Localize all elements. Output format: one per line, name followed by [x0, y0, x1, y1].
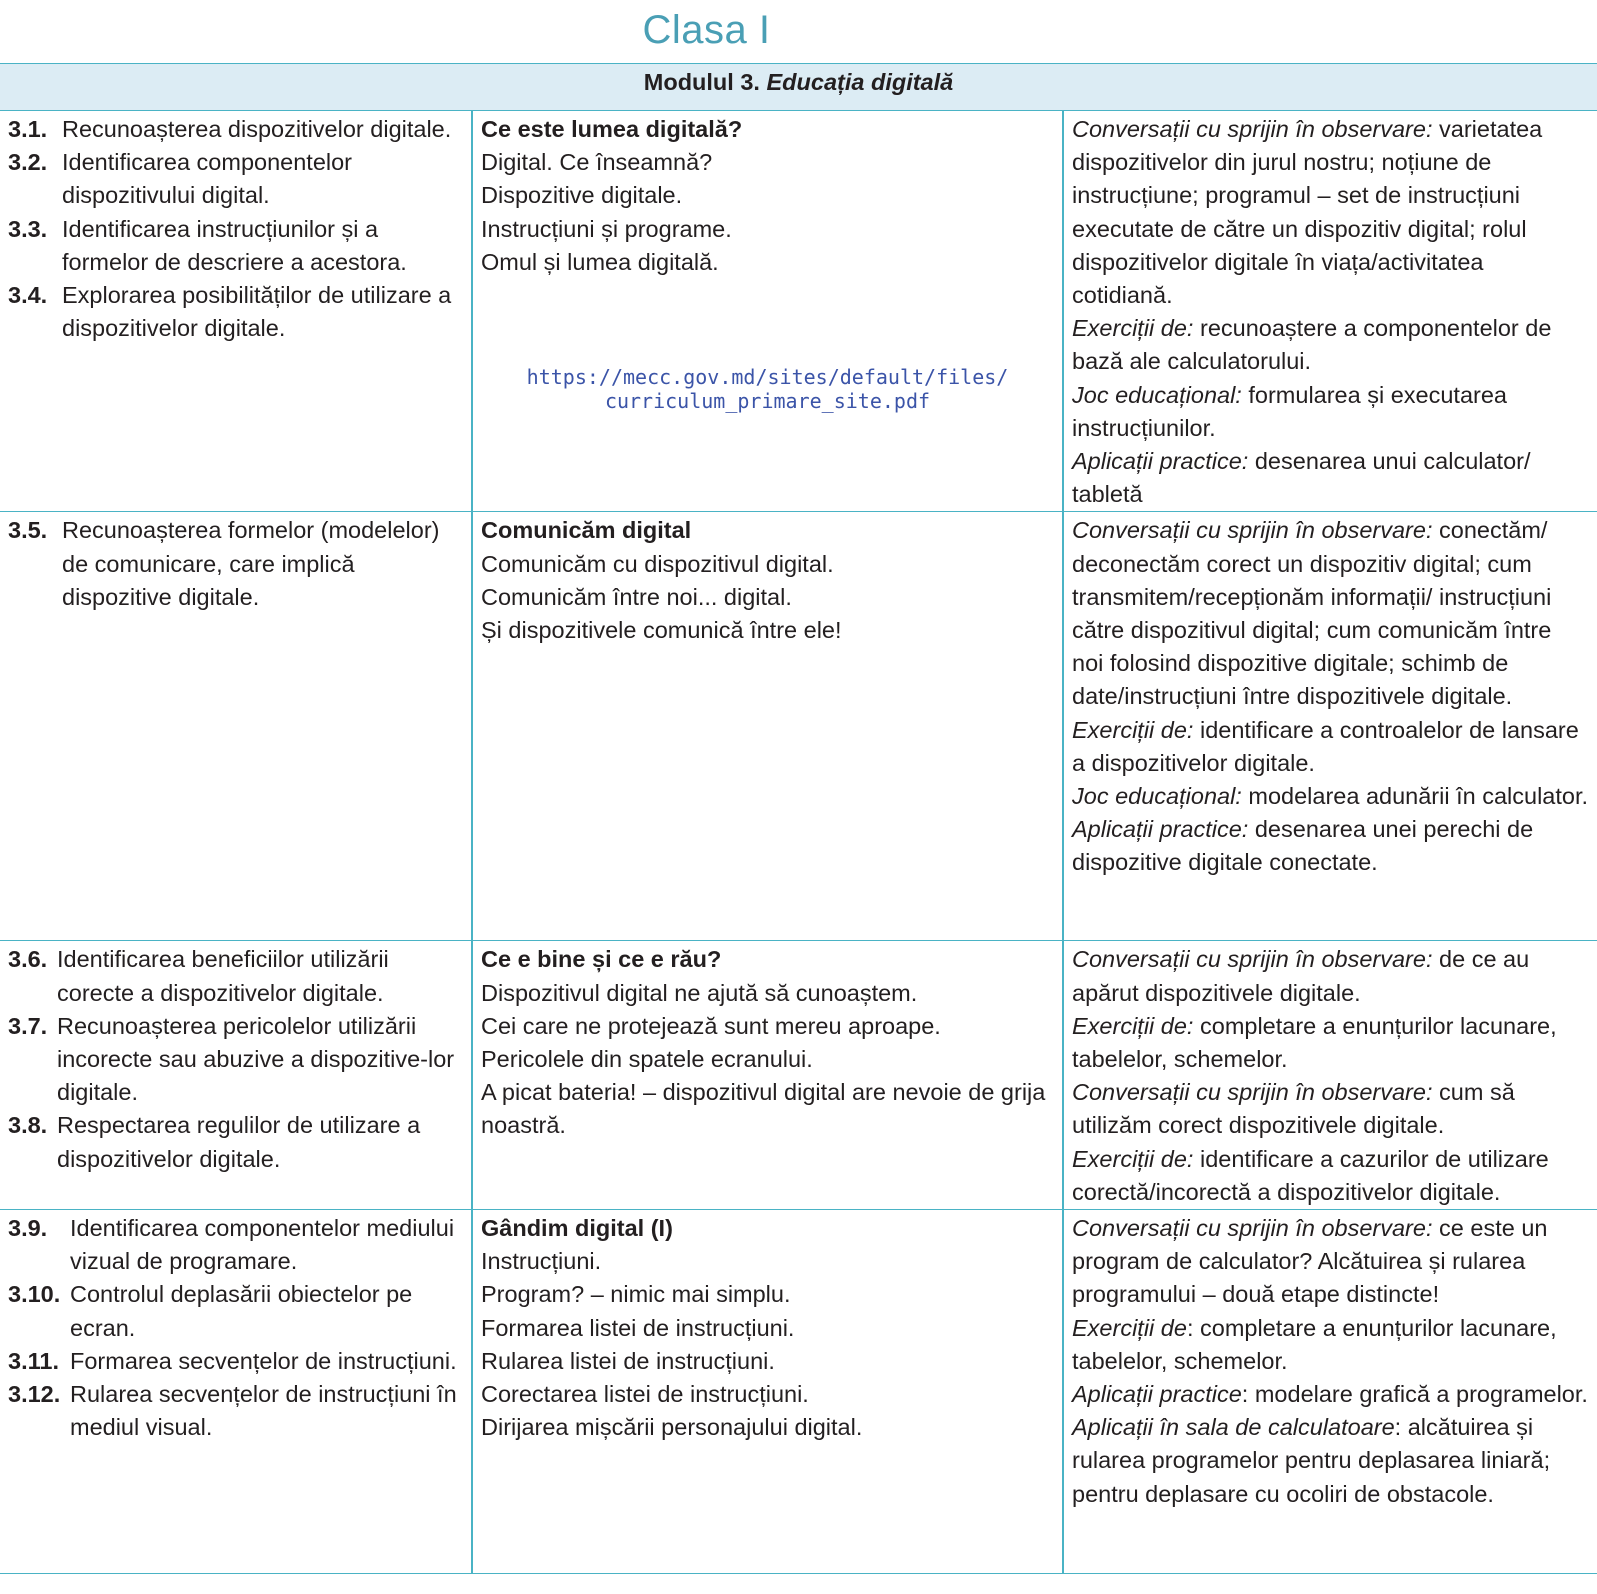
content-line: Și dispozitivele comunică între ele!	[481, 617, 842, 644]
objective-number: 3.7.	[8, 1012, 48, 1039]
activity-text: formularea și executarea instrucțiunilor.	[1072, 381, 1507, 441]
source-url-line: https://mecc.gov.md/sites/default/files/	[526, 365, 1009, 390]
activity-item	[1072, 1312, 1589, 1378]
content-line: Rularea listei de instrucțiuni.	[481, 1347, 775, 1374]
objective-item	[8, 1212, 463, 1278]
activity-text: de ce au apărut dispozitivele digitale.	[1072, 946, 1530, 1006]
objective-item	[8, 1278, 463, 1344]
content-line: Pericolele din spatele ecranului.	[481, 1046, 813, 1073]
content-cell	[472, 512, 1063, 941]
table-row	[0, 941, 1597, 1210]
activity-label: Conversații cu sprijin în observare:	[1072, 1215, 1433, 1242]
activities-cell	[1063, 941, 1597, 1210]
activity-item	[1072, 113, 1589, 312]
activity-label: Exerciții de:	[1072, 1012, 1194, 1039]
activity-item	[1072, 1010, 1589, 1076]
activity-label: Exerciții de:	[1072, 315, 1194, 342]
activity-label: Joc educațional:	[1072, 783, 1242, 810]
objective-number: 3.10.	[8, 1281, 61, 1308]
activity-item	[1072, 379, 1589, 445]
activity-text: : alcătuirea și rularea programelor pentru deplasarea liniară; pentru deplasare cu ocoliri de obstacole.	[1072, 1414, 1551, 1507]
objective-item	[8, 514, 463, 614]
activity-text: identificare a cazurilor de utilizare corectă/incorectă a dispozitivelor digitale.	[1072, 1145, 1549, 1205]
objective-item	[8, 213, 463, 279]
content-title: Comunicăm digital	[481, 517, 692, 544]
activity-label: Exerciții de	[1072, 1314, 1187, 1341]
activity-item	[1072, 445, 1589, 511]
activity-text: ce este un program de calculator? Alcătuirea și rularea programului – două etape distincte!	[1072, 1215, 1548, 1308]
objective-item	[8, 943, 463, 1009]
content-line: Cei care ne protejează sunt mereu aproape.	[481, 1012, 941, 1039]
content-line: Dirijarea mișcării personajului digital.	[481, 1414, 863, 1441]
activity-text: identificare a controalelor de lansare a dispozitivelor digitale.	[1072, 716, 1579, 776]
module-header	[0, 64, 1597, 111]
activity-text: : completare a enunțurilor lacunare, tabelelor, schemelor.	[1072, 1314, 1557, 1374]
activity-item	[1072, 1143, 1589, 1209]
activity-label: Exerciții de:	[1072, 716, 1194, 743]
activity-item	[1072, 1378, 1589, 1411]
objective-item	[8, 1010, 463, 1110]
activity-label: Exerciții de:	[1072, 1145, 1194, 1172]
objective-number: 3.11.	[8, 1347, 59, 1374]
activity-item	[1072, 714, 1589, 780]
activity-text: recunoaștere a componentelor de bază ale calculatorului.	[1072, 315, 1552, 375]
content-line: Dispozitive digitale.	[481, 182, 683, 209]
objective-number: 3.2.	[8, 149, 48, 176]
objective-item	[8, 279, 463, 345]
activity-label: Conversații cu sprijin în observare:	[1072, 1079, 1433, 1106]
table-row	[0, 512, 1597, 941]
activities-cell	[1063, 111, 1597, 512]
activity-label: Aplicații practice	[1072, 1381, 1242, 1408]
table-row	[0, 1210, 1597, 1574]
objective-text: Rularea secvențelor de instrucțiuni în mediul visual.	[70, 1381, 457, 1441]
table-row	[0, 111, 1597, 512]
objective-item	[8, 113, 463, 146]
activity-text: varietatea dispozitivelor din jurul nostru; noțiune de instrucțiune; programul – set de instrucțiuni executate de către un dispozitiv digital; rolul dispozitivelor digitale în viața/activitatea cotidiană.	[1072, 116, 1543, 309]
objective-text: Controlul deplasării obiectelor pe ecran.	[70, 1281, 413, 1341]
activity-text: conectăm/ deconectăm corect un dispozitiv digital; cum transmitem/recepționăm informații/ instrucțiuni către dispozitivul digital; cum comunicăm între noi folosind dispozitive digitale; schimb de date/instrucțiuni între dispozitivele digitale.	[1072, 517, 1552, 710]
objectives-cell	[0, 512, 472, 941]
activity-item	[1072, 514, 1589, 713]
objective-number: 3.4.	[8, 282, 48, 309]
activity-item	[1072, 1212, 1589, 1312]
activity-text: desenarea unui calculator/ tabletă	[1072, 448, 1531, 508]
source-url	[481, 365, 1054, 413]
activity-text: completare a enunțurilor lacunare, tabelelor, schemelor.	[1072, 1012, 1557, 1073]
activity-label: Conversații cu sprijin în observare:	[1072, 946, 1433, 973]
content-title: Ce e bine și ce e rău?	[481, 946, 722, 973]
content-line: Formarea listei de instrucțiuni.	[481, 1314, 795, 1341]
objective-text: Formarea secvențelor de instrucțiuni.	[70, 1347, 457, 1374]
activity-text: modelarea adunării în calculator.	[1241, 783, 1589, 810]
content-line: Instrucțiuni și programe.	[481, 215, 732, 242]
objective-item	[8, 1109, 463, 1175]
source-url-line: curriculum_primare_site.pdf	[604, 389, 931, 414]
content-line: A picat bateria! – dispozitivul digital are nevoie de grija noastră.	[481, 1079, 1046, 1139]
activity-label: Joc educațional:	[1072, 381, 1242, 408]
activities-cell	[1063, 1210, 1597, 1574]
objective-number: 3.1.	[8, 116, 48, 142]
activity-text: : modelare grafică a programelor.	[1241, 1381, 1588, 1408]
activity-label: Aplicații în sala de calculatoare	[1072, 1414, 1395, 1441]
curriculum-table	[0, 63, 1597, 1574]
content-line: Dispozitivul digital ne ajută să cunoaștem.	[481, 979, 918, 1006]
objective-item	[8, 1378, 463, 1444]
objective-text: Recunoașterea dispozitivelor digitale.	[62, 116, 452, 142]
content-line: Program? – nimic mai simplu.	[481, 1281, 791, 1308]
objective-text: Recunoașterea formelor (modelelor) de comunicare, care implică dispozitive digitale.	[62, 517, 440, 610]
objective-text: Explorarea posibilităților de utilizare a dispozitivelor digitale.	[62, 282, 452, 342]
module-name: Educația digitală	[766, 69, 954, 95]
content-line: Comunicăm între noi... digital.	[481, 583, 792, 610]
activity-item	[1072, 1076, 1589, 1142]
objective-text: Identificarea instrucțiunilor și a formelor de descriere a acestora.	[62, 215, 407, 275]
module-label: Modulul 3.	[643, 69, 760, 95]
module-header-row	[0, 64, 1597, 111]
page-title: Clasa I	[642, 8, 771, 52]
objective-item	[8, 1345, 463, 1378]
content-title: Gândim digital (I)	[481, 1215, 673, 1242]
objective-item	[8, 146, 463, 212]
activity-text: cum să utilizăm corect dispozitivele digitale.	[1072, 1079, 1515, 1139]
activity-item	[1072, 1411, 1589, 1511]
objective-number: 3.9.	[8, 1215, 48, 1242]
content-title: Ce este lumea digitală?	[481, 116, 743, 142]
objective-number: 3.8.	[8, 1112, 48, 1139]
objective-number: 3.5.	[8, 517, 48, 544]
content-line: Comunicăm cu dispozitivul digital.	[481, 550, 834, 577]
activity-label: Conversații cu sprijin în observare:	[1072, 116, 1433, 142]
activity-label: Aplicații practice:	[1072, 448, 1249, 475]
content-cell	[472, 1210, 1063, 1574]
objective-number: 3.6.	[8, 946, 48, 973]
objective-text: Identificarea componentelor mediului vizual de programare.	[70, 1215, 455, 1275]
objective-text: Identificarea beneficiilor utilizării corecte a dispozitivelor digitale.	[57, 946, 389, 1006]
activity-item	[1072, 780, 1589, 813]
objective-number: 3.12.	[8, 1381, 61, 1408]
content-line: Omul și lumea digitală.	[481, 248, 719, 275]
objectives-cell	[0, 941, 472, 1210]
activity-label: Aplicații practice:	[1072, 816, 1249, 843]
activity-label: Conversații cu sprijin în observare:	[1072, 517, 1433, 544]
objective-text: Respectarea regulilor de utilizare a dispozitivelor digitale.	[57, 1112, 421, 1172]
objectives-cell	[0, 1210, 472, 1574]
activities-cell	[1063, 512, 1597, 941]
objective-text: Recunoașterea pericolelor utilizării incorecte sau abuzive a dispozitive-lor digitale.	[57, 1012, 455, 1106]
activity-text: desenarea unei perechi de dispozitive digitale conectate.	[1072, 816, 1534, 876]
content-cell	[472, 941, 1063, 1210]
activity-item	[1072, 312, 1589, 378]
activity-item	[1072, 943, 1589, 1009]
content-cell	[472, 111, 1063, 512]
objective-text: Identificarea componentelor dispozitivului digital.	[62, 149, 353, 209]
objectives-cell	[0, 111, 472, 512]
objective-number: 3.3.	[8, 215, 48, 242]
content-line: Corectarea listei de instrucțiuni.	[481, 1381, 809, 1408]
content-line: Digital. Ce înseamnă?	[481, 149, 713, 176]
content-line: Instrucțiuni.	[481, 1248, 602, 1275]
activity-item	[1072, 813, 1589, 879]
